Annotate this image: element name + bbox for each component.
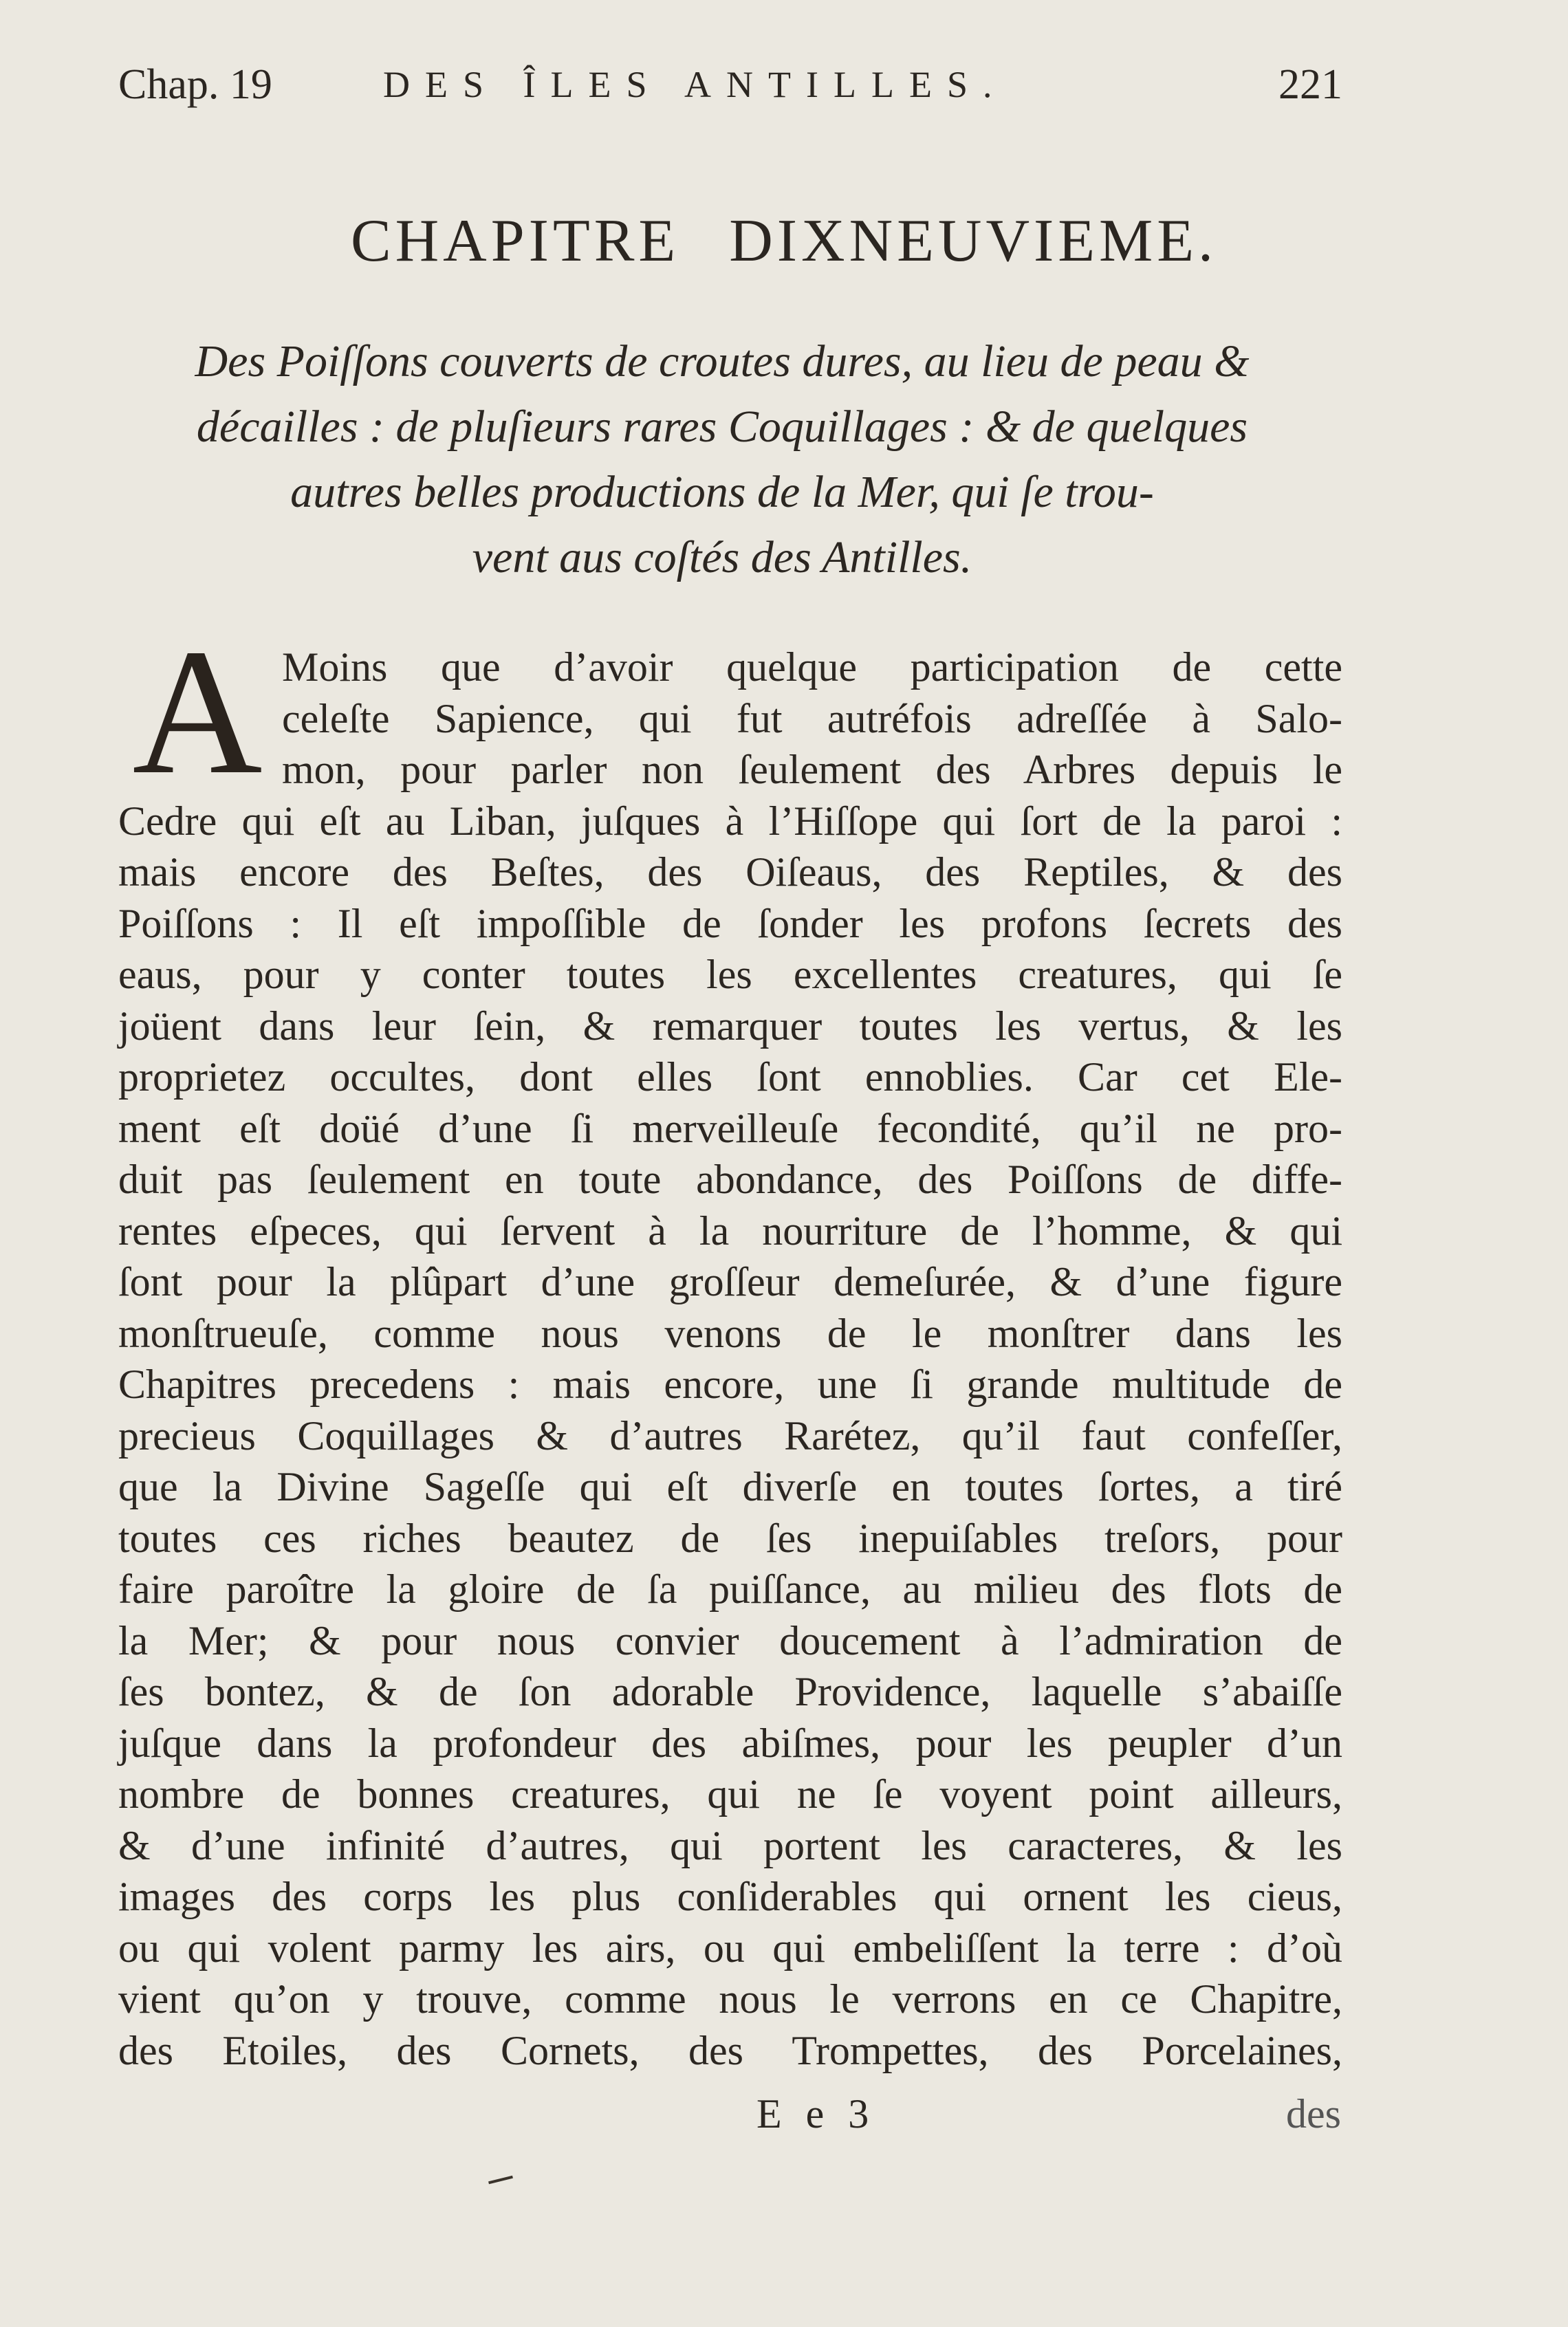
text-line: images des corps les plus conſiderables qui ornent les cieus,: [118, 1874, 1342, 1919]
running-header: [118, 61, 1342, 116]
signature-mark: E e 3: [756, 2091, 876, 2137]
text-line: & d’une infinité d’autres, qui portent les caracteres, & les: [118, 1822, 1342, 1868]
catchword: des: [1286, 2091, 1341, 2137]
chapter-title-number: DIXNEUVIEME.: [729, 208, 1218, 274]
chapter-subtitle: [103, 329, 1341, 590]
text-line: Chapitres precedens : mais encore, une ſi grande multitude de: [118, 1362, 1342, 1407]
text-line: la Mer; & pour nous convier doucement à l’admiration de: [118, 1617, 1342, 1663]
text-line: toutes ces riches beautez de ſes inepuiſables treſors, pour: [118, 1515, 1342, 1561]
text-line: eaus, pour y conter toutes les excellentes creatures, qui ſe: [118, 952, 1342, 997]
page-footer: [756, 2090, 1341, 2145]
subtitle-line: autres belles productions de la Mer, qui ſe trou-: [290, 467, 1154, 517]
chapter-reference: Chap. 19: [118, 61, 272, 108]
chapter-title: [0, 206, 1568, 276]
text-line: nombre de bonnes creatures, qui ne ſe voyent point ailleurs,: [118, 1771, 1342, 1817]
text-line: ſes bontez, & de ſon adorable Providence, laquelle s’abaiſſe: [118, 1669, 1342, 1714]
text-line: proprietez occultes, dont elles ſont ennoblies. Car cet Ele-: [118, 1054, 1342, 1100]
ink-mark: [488, 2176, 513, 2185]
text-line: ſont pour la plûpart d’une groſſeur demeſurée, & d’une figure: [118, 1259, 1342, 1304]
text-line: precieus Coquillages & d’autres Rarétez, qu’il faut confeſſer,: [118, 1412, 1342, 1459]
text-line: joüent dans leur ſein, & remarquer toutes les vertus, & les: [118, 1003, 1342, 1049]
text-line: mon, pour parler non ſeulement des Arbres depuis le: [282, 747, 1342, 792]
text-line: rentes eſpeces, qui ſervent à la nourriture de l’homme, & qui: [118, 1208, 1342, 1254]
text-line: mais encore des Beſtes, des Oiſeaus, des Reptiles, & des: [118, 849, 1342, 895]
chapter-title-word: CHAPITRE: [350, 208, 680, 274]
running-title: DES ÎLES ANTILLES.: [383, 64, 1008, 105]
text-line: Cedre qui eſt au Liban, juſques à l’Hiſſope qui ſort de la paroi :: [118, 798, 1342, 844]
text-line: monſtrueuſe, comme nous venons de le monſtrer dans les: [118, 1310, 1342, 1356]
drop-cap-letter: A: [132, 612, 263, 811]
body-text: [118, 642, 1342, 2076]
text-line: Poiſſons : Il eſt impoſſible de ſonder les profons ſecrets des: [118, 900, 1342, 946]
subtitle-line: Des Poiſſons couverts de croutes dures, au lieu de peau &: [195, 336, 1250, 386]
text-line: des Etoiles, des Cornets, des Trompettes, des Porcelaines,: [118, 2027, 1342, 2073]
text-line: ment eſt doüé d’une ſi merveilleuſe fecondité, qu’il ne pro-: [118, 1105, 1342, 1151]
text-line: Moins que d’avoir quelque participation de cette: [282, 644, 1342, 690]
text-line: duit pas ſeulement en toute abondance, des Poiſſons de diffe-: [118, 1157, 1342, 1202]
page-number: 221: [1278, 61, 1342, 108]
text-line: celeſte Sapience, qui fut autréfois adreſſée à Salo-: [282, 695, 1342, 741]
text-line: vient qu’on y trouve, comme nous le verrons en ce Chapitre,: [118, 1976, 1342, 2022]
text-line: faire paroître la gloire de ſa puiſſance, au milieu des flots de: [118, 1566, 1342, 1612]
text-line: juſque dans la profondeur des abiſmes, pour les peupler d’un: [118, 1720, 1342, 1766]
text-line: que la Divine Sageſſe qui eſt diverſe en toutes ſortes, a tiré: [118, 1464, 1342, 1509]
text-line: ou qui volent parmy les airs, ou qui embeliſſent la terre : d’où: [118, 1925, 1342, 1971]
subtitle-line: vent aus coſtés des Antilles.: [472, 532, 972, 582]
subtitle-line: décailles : de pluſieurs rares Coquillages : & de quelques: [196, 402, 1248, 452]
